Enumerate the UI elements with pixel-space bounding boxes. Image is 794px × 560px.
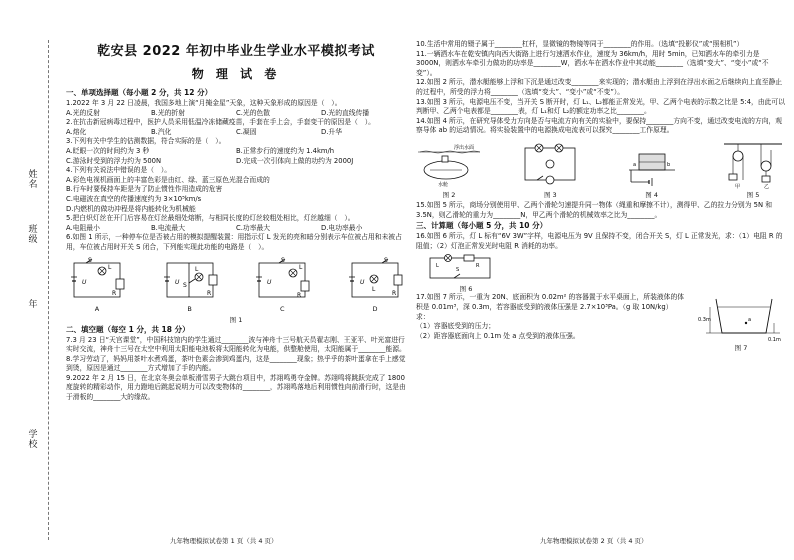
question-2-options xyxy=(66,128,406,138)
exam-subtitle: 物 理 试 卷 xyxy=(191,67,281,81)
question-1-options xyxy=(66,109,406,119)
figure-3 xyxy=(517,140,583,199)
question-10: 10.生活中常用的镊子属于________杠杆，显微镜的物镜等同于________的作用。（选填“投影仪”或“照相机”） xyxy=(416,40,744,48)
label-l: L xyxy=(299,263,303,271)
option: C.电磁波在真空的传播速度约为 3×10⁵km/s xyxy=(66,194,202,203)
figure-4-caption: 图 4 xyxy=(645,190,658,199)
figure-5-pulleys xyxy=(720,140,786,190)
figure-7-container xyxy=(696,293,786,343)
option: C.凝固 xyxy=(236,127,257,136)
figure-1-circuits xyxy=(66,257,406,313)
label-s: S xyxy=(281,256,286,264)
question-3-options-row1 xyxy=(66,147,406,157)
option: A.熔化 xyxy=(66,127,87,136)
circuit-d-diagram xyxy=(344,257,406,305)
circuit-d-label: D xyxy=(372,304,378,313)
question-8: 8.学习劳动了，妈妈用茶叶水煮鸡蛋，茶叶色素会渗到鸡蛋内，这是________现象；热乎乎的茶叶蛋拿在手上感觉到烫，原因是通过________方式增加了手的内能。 xyxy=(66,354,406,373)
page-1-footer: 九年物理模拟试卷第 1 页（共 4 页） xyxy=(170,537,278,545)
label-r: R xyxy=(206,289,211,297)
figure-5-caption: 图 5 xyxy=(746,190,760,199)
fig4-label-a: a xyxy=(632,161,636,168)
section-3-heading: 三、计算题（每小题 5 分，共 10 分） xyxy=(416,221,548,231)
option: B.电流最大 xyxy=(151,223,186,232)
fig5-label-yi: 乙 xyxy=(763,183,769,190)
question-14: 14.如图 4 所示，在研究导体受力方向是否与电流方向有关的实验中，要保持________方向不变，通过改变电流的方向，观察导体 ab 的运动情况。将实验装置中的电源换成电流表可以探究________工作原理。 xyxy=(416,116,783,135)
label-r: R xyxy=(112,289,117,297)
circuit-a-diagram xyxy=(66,257,128,305)
question-2: 2.在抗击新冠病毒过程中，医护人员采用低温冷冻储藏疫苗，手套在手上会，手套变干的原因是（ ）。 xyxy=(66,118,375,127)
question-5-options xyxy=(66,224,406,234)
label-l: L xyxy=(371,285,376,293)
question-17-text xyxy=(416,293,686,341)
circuit-c xyxy=(251,257,313,313)
label-s: S xyxy=(383,256,388,264)
question-3-options-row2 xyxy=(66,157,406,167)
figure-7-caption: 图 7 xyxy=(734,344,748,353)
question-13: 13.如图 3 所示，电源电压不变，当开关 S 断开时，灯 L₁、L₂都能正常发光，甲、乙两个电表的示数之比是 5:4，由此可以判断甲、乙两个电表都是________表，灯 L₁和灯 L₂的额定功率之比________。 xyxy=(416,97,786,116)
option: D.电功率最小 xyxy=(321,223,363,232)
option: B.行车时要保持车距是为了防止惯性作用造成的危害 xyxy=(66,185,223,194)
option: C.游泳时受到的浮力约为 500N xyxy=(66,156,162,165)
figure-2-caption: 图 2 xyxy=(442,190,456,199)
fig6-label-r: R xyxy=(476,263,480,270)
right-column xyxy=(416,40,786,352)
fig2-label-tank: 水舱 xyxy=(438,181,449,188)
circuit-c-diagram xyxy=(251,257,313,305)
question-4: 4.下列有关说法中错误的是（ ）。 xyxy=(66,166,172,175)
option: D.升华 xyxy=(321,127,342,136)
figure-6 xyxy=(426,254,506,293)
option: A.彩色电视机画面上的丰富色彩是由红、绿、蓝三原色光混合而成的 xyxy=(66,175,270,184)
label-u: U xyxy=(82,278,87,286)
option: D.完成一次引体向上做的功约为 2000J xyxy=(236,156,354,165)
figure-2-submarine xyxy=(416,140,482,190)
fig2-label-surface: 浮出水面 xyxy=(454,144,475,151)
label-s: S xyxy=(88,256,92,264)
question-17-block xyxy=(416,293,786,352)
question-17-part-2: （2）距容器底面向上 0.1m 处 a 点受到的液体压强。 xyxy=(416,331,580,340)
binding-line xyxy=(48,40,49,540)
question-17: 17.如图 7 所示，一重为 20N、底面积为 0.02m² 的容器置于水平桌面上，所装液体的体积是 0.01m³，深 0.3m，若容器底受到的液体压强是 2.7×10³Pa。（g 取 10N/kg）求： xyxy=(416,293,685,321)
circuit-a xyxy=(66,257,128,313)
left-column xyxy=(66,40,406,403)
figure-2 xyxy=(416,140,482,199)
margin-label-name: 姓名 xyxy=(28,170,38,190)
margin-label-school: 学校 xyxy=(28,430,38,450)
question-12: 12.如图 2 所示，潜水艇能够上浮和下沉是通过改变________来实现的；潜水艇由上浮到在浮出水面之后继续向上直至静止的过程中，所受的浮力将________（选填“变大”、“变小”或“不变”）。 xyxy=(416,78,783,96)
label-r: R xyxy=(297,291,302,299)
fig7-label-a: a xyxy=(748,317,752,324)
label-r: R xyxy=(391,289,397,297)
option: C.功率最大 xyxy=(236,223,271,232)
label-s: S xyxy=(182,281,187,289)
circuit-b-diagram xyxy=(159,257,221,305)
figures-2-to-5 xyxy=(416,140,786,199)
label-u: U xyxy=(174,278,180,286)
figure-1-caption: 图 1 xyxy=(229,315,243,324)
label-l: L xyxy=(194,265,198,273)
figure-3-caption: 图 3 xyxy=(543,190,557,199)
margin-label-year: 年 xyxy=(28,300,38,310)
exam-title: 乾安县 2022 年初中毕业生学业水平模拟考试 xyxy=(97,44,375,59)
question-3: 3.下列有关中学生的估测数据，符合实际的是（ ）。 xyxy=(66,137,226,146)
circuit-a-label: A xyxy=(94,304,100,313)
option: B.正常步行的速度约为 1.4km/h xyxy=(236,146,335,155)
circuit-c-label: C xyxy=(280,304,285,313)
option: B.汽化 xyxy=(151,127,172,136)
question-7: 7.3 月 23 日“天宫课堂”，中国科技馆内的学生通过________波与神舟十三号航天员翟志刚、王亚平、叶光富进行实时交流，神舟十三号在太空中利用太阳能电池板将太阳能转化为电能，供整舱使用，太阳能属于________能源。 xyxy=(66,335,406,354)
question-11: 11.一辆洒水车在乾安镇内向西大街路上进行匀速洒水作业，速度为 36km/h，用时 5min，已知洒水车的牵引力是 3000N，则洒水车牵引力做功的功率是________W，洒水车在洒水作业中其动能________（选填“变大”、“变小”或“不变”）。 xyxy=(416,49,769,77)
label-u: U xyxy=(359,278,365,286)
circuit-d xyxy=(344,257,406,313)
question-16: 16.如图 6 所示，灯 L 标有“6V 3W”字样，电源电压为 9V 且保持不变，闭合开关 S，灯 L 正常发光，求：（1）电阻 R 的阻值；（2）灯泡正常发光时电阻 R 消耗的功率。 xyxy=(416,232,783,250)
question-5: 5.把白炽灯丝在开门后容易在灯丝最细处熔断，与相同长度的灯丝较粗处相比，灯丝越细（ ）。 xyxy=(66,214,355,223)
option: A.光的反射 xyxy=(66,108,100,117)
fig7-label-depth: 0.3m xyxy=(698,317,711,324)
question-6: 6.如图 1 所示，一种停车位是否被占用的模拟提醒装置：用指示灯 L 发光的亮和暗分别表示车位被占用和未被占用，车位被占用时开关 S 闭合，下列能实现此功能的电路是（ ）。 xyxy=(66,233,402,251)
option: C.光的色散 xyxy=(236,108,271,117)
figure-6-caption: 图 6 xyxy=(459,285,473,294)
option: B.光的折射 xyxy=(151,108,186,117)
option: A.电阻最小 xyxy=(66,223,100,232)
figure-4 xyxy=(619,140,685,199)
binding-margin xyxy=(0,0,66,560)
fig4-label-b: b xyxy=(666,161,670,168)
circuit-b xyxy=(159,257,221,313)
fig6-label-s: S xyxy=(456,267,460,274)
question-1: 1.2022 年 3 月 22 日凌晨，我国多地上演“月掩金星”天象，这种天象形成的原因是（ ）。 xyxy=(66,99,342,107)
question-9: 9.2022 年 2 月 15 日，在北京冬奥会单板滑雪男子大跳台项目中，苏翊鸣勇夺金牌。苏翊鸣将跳跃完成了 1800 度旋转的精彩动作，用力蹬地后跳起说明力可以改变物体的________，苏翊鸣落地后利用惯性向前滑行时，这是由于滑板的________大的缘故。 xyxy=(66,373,406,402)
option: D.光的直线传播 xyxy=(321,108,370,117)
question-15: 15.如图 5 所示，商场分别使用甲、乙两个滑轮匀速提升同一物体（绳重和摩擦不计），测得甲、乙的拉力分别为 5N 和 3.5N，则乙滑轮的重力为________N，甲乙两个滑轮的机械效率之比为________。 xyxy=(416,200,773,219)
label-u: U xyxy=(267,278,272,286)
section-1-heading: 一、单项选择题（每小题 2 分，共 12 分） xyxy=(66,88,213,97)
option: A.眨眼一次的时间约为 3 秒 xyxy=(66,146,150,155)
fig6-label-l: L xyxy=(436,263,439,270)
figure-7 xyxy=(696,293,786,352)
option: D.内燃机的做功冲程是将内能转化为机械能 xyxy=(66,204,196,213)
figure-6-circuit xyxy=(426,254,496,284)
page-2-footer: 九年物理模拟试卷第 2 页（共 4 页） xyxy=(540,537,648,545)
margin-label-class: 班级 xyxy=(28,225,38,245)
circuit-b-label: B xyxy=(187,304,192,313)
fig7-label-height: 0.1m xyxy=(768,337,781,344)
question-17-part-1: （1）容器底受到的压力； xyxy=(416,322,496,331)
section-2-heading: 二、填空题（每空 1 分，共 18 分） xyxy=(66,324,190,334)
label-l: L xyxy=(108,263,112,271)
figure-4-magnet-setup xyxy=(619,140,685,190)
figure-5 xyxy=(720,140,786,199)
figure-3-circuit xyxy=(517,140,583,190)
fig5-label-jia: 甲 xyxy=(734,183,740,190)
